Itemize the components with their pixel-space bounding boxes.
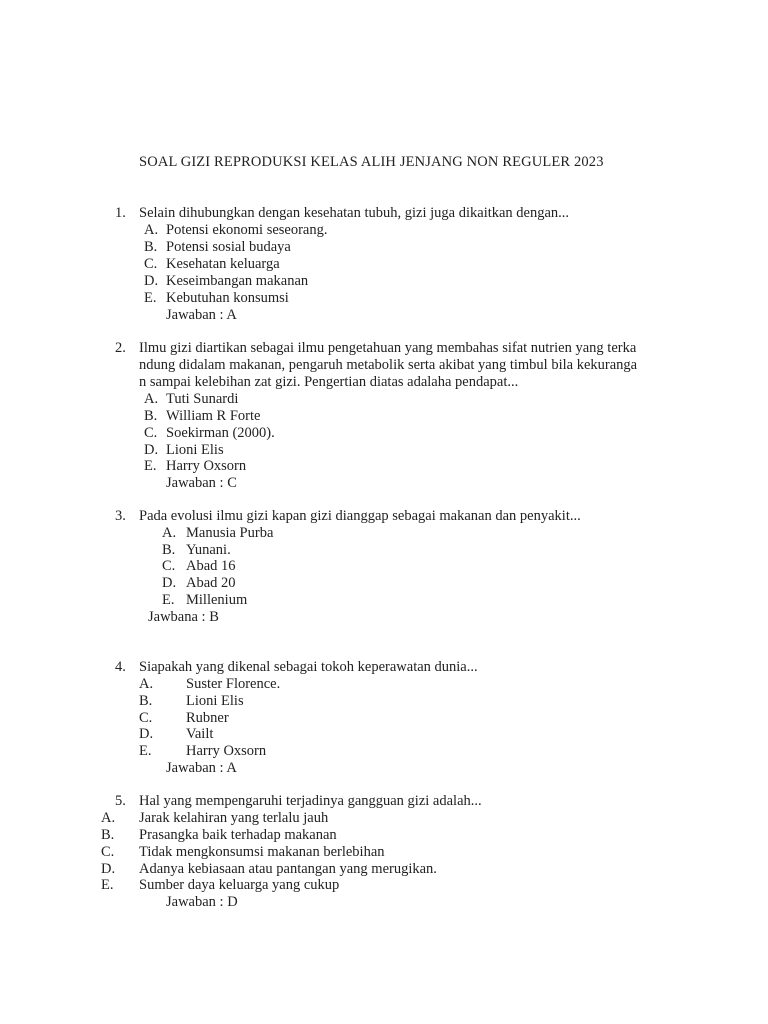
option-text: Rubner [186, 710, 229, 726]
question-text: Selain dihubungkan dengan kesehatan tubuh, gizi juga dikaitkan dengan... [139, 205, 570, 221]
answer-key: Jawaban : C [166, 475, 237, 491]
option-text: Keseimbangan makanan [166, 273, 309, 289]
option-label: D. [144, 442, 159, 458]
option-text: Harry Oxsorn [166, 458, 247, 474]
option-text: Yunani. [186, 542, 231, 558]
question-text-line: ndung didalam makanan, pengaruh metabolik serta akibat yang timbul bila kekuranga [139, 357, 638, 373]
option-text: Abad 20 [186, 575, 236, 591]
option-text: Potensi sosial budaya [166, 239, 291, 255]
option-text: Vailt [186, 726, 214, 742]
option-label: B. [144, 408, 158, 424]
option-text: Lioni Elis [186, 693, 244, 709]
option-label: E. [162, 592, 175, 608]
answer-key: Jawbana : B [148, 609, 219, 625]
option-text: Tuti Sunardi [166, 391, 239, 407]
question-number: 3. [115, 508, 126, 524]
option-label: A. [162, 525, 177, 541]
option-label: B. [101, 827, 115, 843]
option-text: Jarak kelahiran yang terlalu jauh [139, 810, 329, 826]
option-label: C. [144, 425, 158, 441]
option-text: William R Forte [166, 408, 261, 424]
option-text: Manusia Purba [186, 525, 274, 541]
option-label: E. [144, 458, 157, 474]
option-label: A. [139, 676, 154, 692]
option-label: C. [162, 558, 176, 574]
option-text: Soekirman (2000). [166, 425, 275, 441]
option-label: E. [101, 877, 114, 893]
document-title: SOAL GIZI REPRODUKSI KELAS ALIH JENJANG NON REGULER 2023 [139, 154, 604, 170]
option-label: C. [139, 710, 153, 726]
question-text: Pada evolusi ilmu gizi kapan gizi dianggap sebagai makanan dan penyakit... [139, 508, 581, 524]
option-label: B. [144, 239, 158, 255]
option-label: E. [144, 290, 157, 306]
option-text: Millenium [186, 592, 248, 608]
option-text: Kesehatan keluarga [166, 256, 280, 272]
question-number: 5. [115, 793, 126, 809]
option-text: Harry Oxsorn [186, 743, 267, 759]
option-label: B. [139, 693, 153, 709]
option-label: E. [139, 743, 152, 759]
question-number: 1. [115, 205, 126, 221]
answer-key: Jawaban : D [166, 894, 238, 910]
option-text: Tidak mengkonsumsi makanan berlebihan [139, 844, 385, 860]
option-label: D. [162, 575, 177, 591]
question-number: 4. [115, 659, 126, 675]
option-label: C. [144, 256, 158, 272]
question-text-line: n sampai kelebihan zat gizi. Pengertian diatas adalaha pendapat... [139, 374, 519, 390]
question-text-line: Ilmu gizi diartikan sebagai ilmu pengetahuan yang membahas sifat nutrien yang terka [139, 340, 637, 356]
option-label: D. [139, 726, 154, 742]
option-label: D. [101, 861, 116, 877]
option-text: Sumber daya keluarga yang cukup [139, 877, 340, 893]
answer-key: Jawaban : A [166, 307, 237, 323]
answer-key: Jawaban : A [166, 760, 237, 776]
option-label: D. [144, 273, 159, 289]
option-label: C. [101, 844, 115, 860]
question-text: Hal yang mempengaruhi terjadinya gangguan gizi adalah... [139, 793, 482, 809]
option-text: Potensi ekonomi seseorang. [166, 222, 328, 238]
option-text: Kebutuhan konsumsi [166, 290, 289, 306]
question-text: Siapakah yang dikenal sebagai tokoh keperawatan dunia... [139, 659, 478, 675]
option-text: Prasangka baik terhadap makanan [139, 827, 337, 843]
option-label: B. [162, 542, 176, 558]
option-label: A. [101, 810, 116, 826]
option-text: Suster Florence. [186, 676, 281, 692]
option-label: A. [144, 222, 159, 238]
option-label: A. [144, 391, 159, 407]
option-text: Lioni Elis [166, 442, 224, 458]
option-text: Adanya kebiasaan atau pantangan yang merugikan. [139, 861, 437, 877]
question-number: 2. [115, 340, 126, 356]
option-text: Abad 16 [186, 558, 236, 574]
